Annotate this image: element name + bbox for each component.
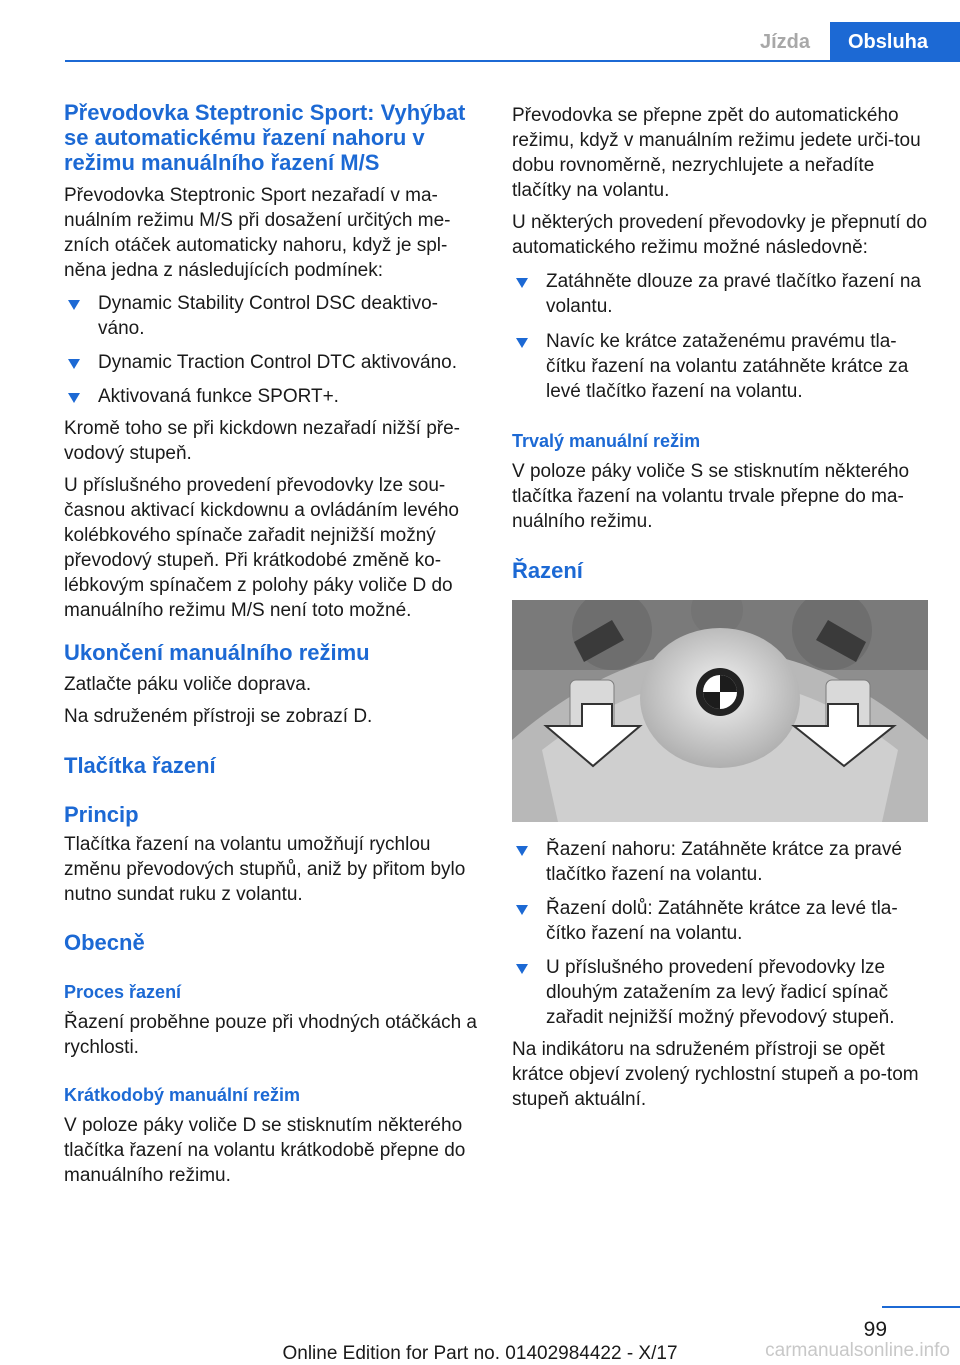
- tab-jizda[interactable]: Jízda: [740, 22, 830, 60]
- para-display-d: Na sdruženém přístroji se zobrazí D.: [64, 706, 373, 727]
- para-some-versions: U některých provedení převodovky je přepnutí do automatického režimu možné následovně:: [512, 212, 928, 258]
- list-item: Dynamic Stability Control DSC deaktivo‐váno.: [64, 291, 482, 341]
- para-kickdown: Kromě toho se při kickdown nezařadí nižší pře‐vodový stupeň.: [64, 418, 461, 464]
- tab-obsluha[interactable]: Obsluha: [830, 22, 960, 60]
- heading-general: Obecně: [64, 930, 145, 955]
- heading-permanent-manual: Trvalý manuální režim: [512, 431, 701, 451]
- para-permanent-manual: V poloze páky voliče S se stisknutím některého tlačítka řazení na volantu trvale přepne do ma‐nuálního režimu.: [512, 461, 910, 532]
- right-column: [512, 86, 930, 1112]
- para-push-lever: Zatlačte páku voliče doprava.: [64, 674, 312, 695]
- para-principle: Tlačítka řazení na volantu umožňují rychlou změnu převodových stupňů, aniž by přitom bylo nutno sundat ruku z volantu.: [64, 834, 466, 905]
- page-number: 99: [863, 1318, 887, 1341]
- header-rule: [65, 60, 960, 62]
- heading-shifting: Řazení: [512, 558, 583, 583]
- heading-principle: Princip: [64, 802, 139, 827]
- chapter-tabs: [740, 22, 960, 60]
- left-column: [64, 86, 482, 1188]
- list-item: Řazení dolů: Zatáhněte krátce za levé tla‐čítko řazení na volantu.: [512, 896, 930, 946]
- heading-steptronic: Převodovka Steptronic Sport: Vyhýbat se automatickému řazení nahoru v režimu manuálního řazení M/S: [64, 100, 466, 175]
- para-kickdown-variant: U příslušného provedení převodovky lze sou‐časnou aktivací kickdownu a ovládáním levého kolébkového spínače zařadit nejnižší možný převodový stupeň. Při krátkodobé změně ko‐lébkovým spínačem z polohy páky voliče D do manuálního režimu M/S není toto možné.: [64, 475, 460, 621]
- footer-edition: Online Edition for Part no. 01402984422 - X/17: [282, 1343, 678, 1364]
- conditions-list: [64, 291, 482, 409]
- para-return-auto: Převodovka se přepne zpět do automatického režimu, když v manuálním režimu jedete urči‐tou dobu rovnoměrně, nezrychlujete a neřadíte tlačítky na volantu.: [512, 105, 921, 201]
- watermark: carmanualsonline.info: [765, 1340, 950, 1361]
- para-short-manual: V poloze páky voliče D se stisknutím některého tlačítka řazení na volantu krátkodobě přepne do manuálního režimu.: [64, 1115, 466, 1186]
- list-item: Dynamic Traction Control DTC aktivováno.: [64, 350, 482, 375]
- list-item: Řazení nahoru: Zatáhněte krátce za pravé tlačítko řazení na volantu.: [512, 837, 930, 887]
- steering-wheel-image: [512, 600, 928, 822]
- heading-end-manual: Ukončení manuálního režimu: [64, 640, 370, 665]
- para-shift-process: Řazení proběhne pouze při vhodných otáčkách a rychlosti.: [64, 1012, 477, 1058]
- para-indicator: Na indikátoru na sdruženém přístroji se opět krátce objeví zvolený rychlostní stupeň a po‐tom stupeň aktuální.: [512, 1039, 919, 1110]
- heading-shift-buttons: Tlačítka řazení: [64, 753, 216, 778]
- heading-short-manual: Krátkodobý manuální režim: [64, 1085, 301, 1105]
- para-steptronic: Převodovka Steptronic Sport nezařadí v ma‐nuálním režimu M/S při dosažení určitých me‐zních otáček automaticky nahoru, když je spl‐něna jedna z následujících podmínek:: [64, 185, 451, 281]
- footer-rule: [882, 1306, 960, 1308]
- heading-shift-process: Proces řazení: [64, 982, 182, 1002]
- list-item: Aktivovaná funkce SPORT+.: [64, 384, 482, 409]
- steering-wheel-figure: [512, 600, 930, 822]
- list-item: U příslušného provedení převodovky lze dlouhým zatažením za levý řadicí spínač zařadit nejnižší možný převodový stupeň.: [512, 955, 930, 1030]
- shifting-list: [512, 837, 930, 1030]
- list-item: Navíc ke krátce zataženému pravému tla‐čítku řazení na volantu zatáhněte krátce za levé tlačítko řazení na volantu.: [512, 329, 930, 404]
- return-steps-list: [512, 269, 930, 404]
- list-item: Zatáhněte dlouze za pravé tlačítko řazení na volantu.: [512, 269, 930, 319]
